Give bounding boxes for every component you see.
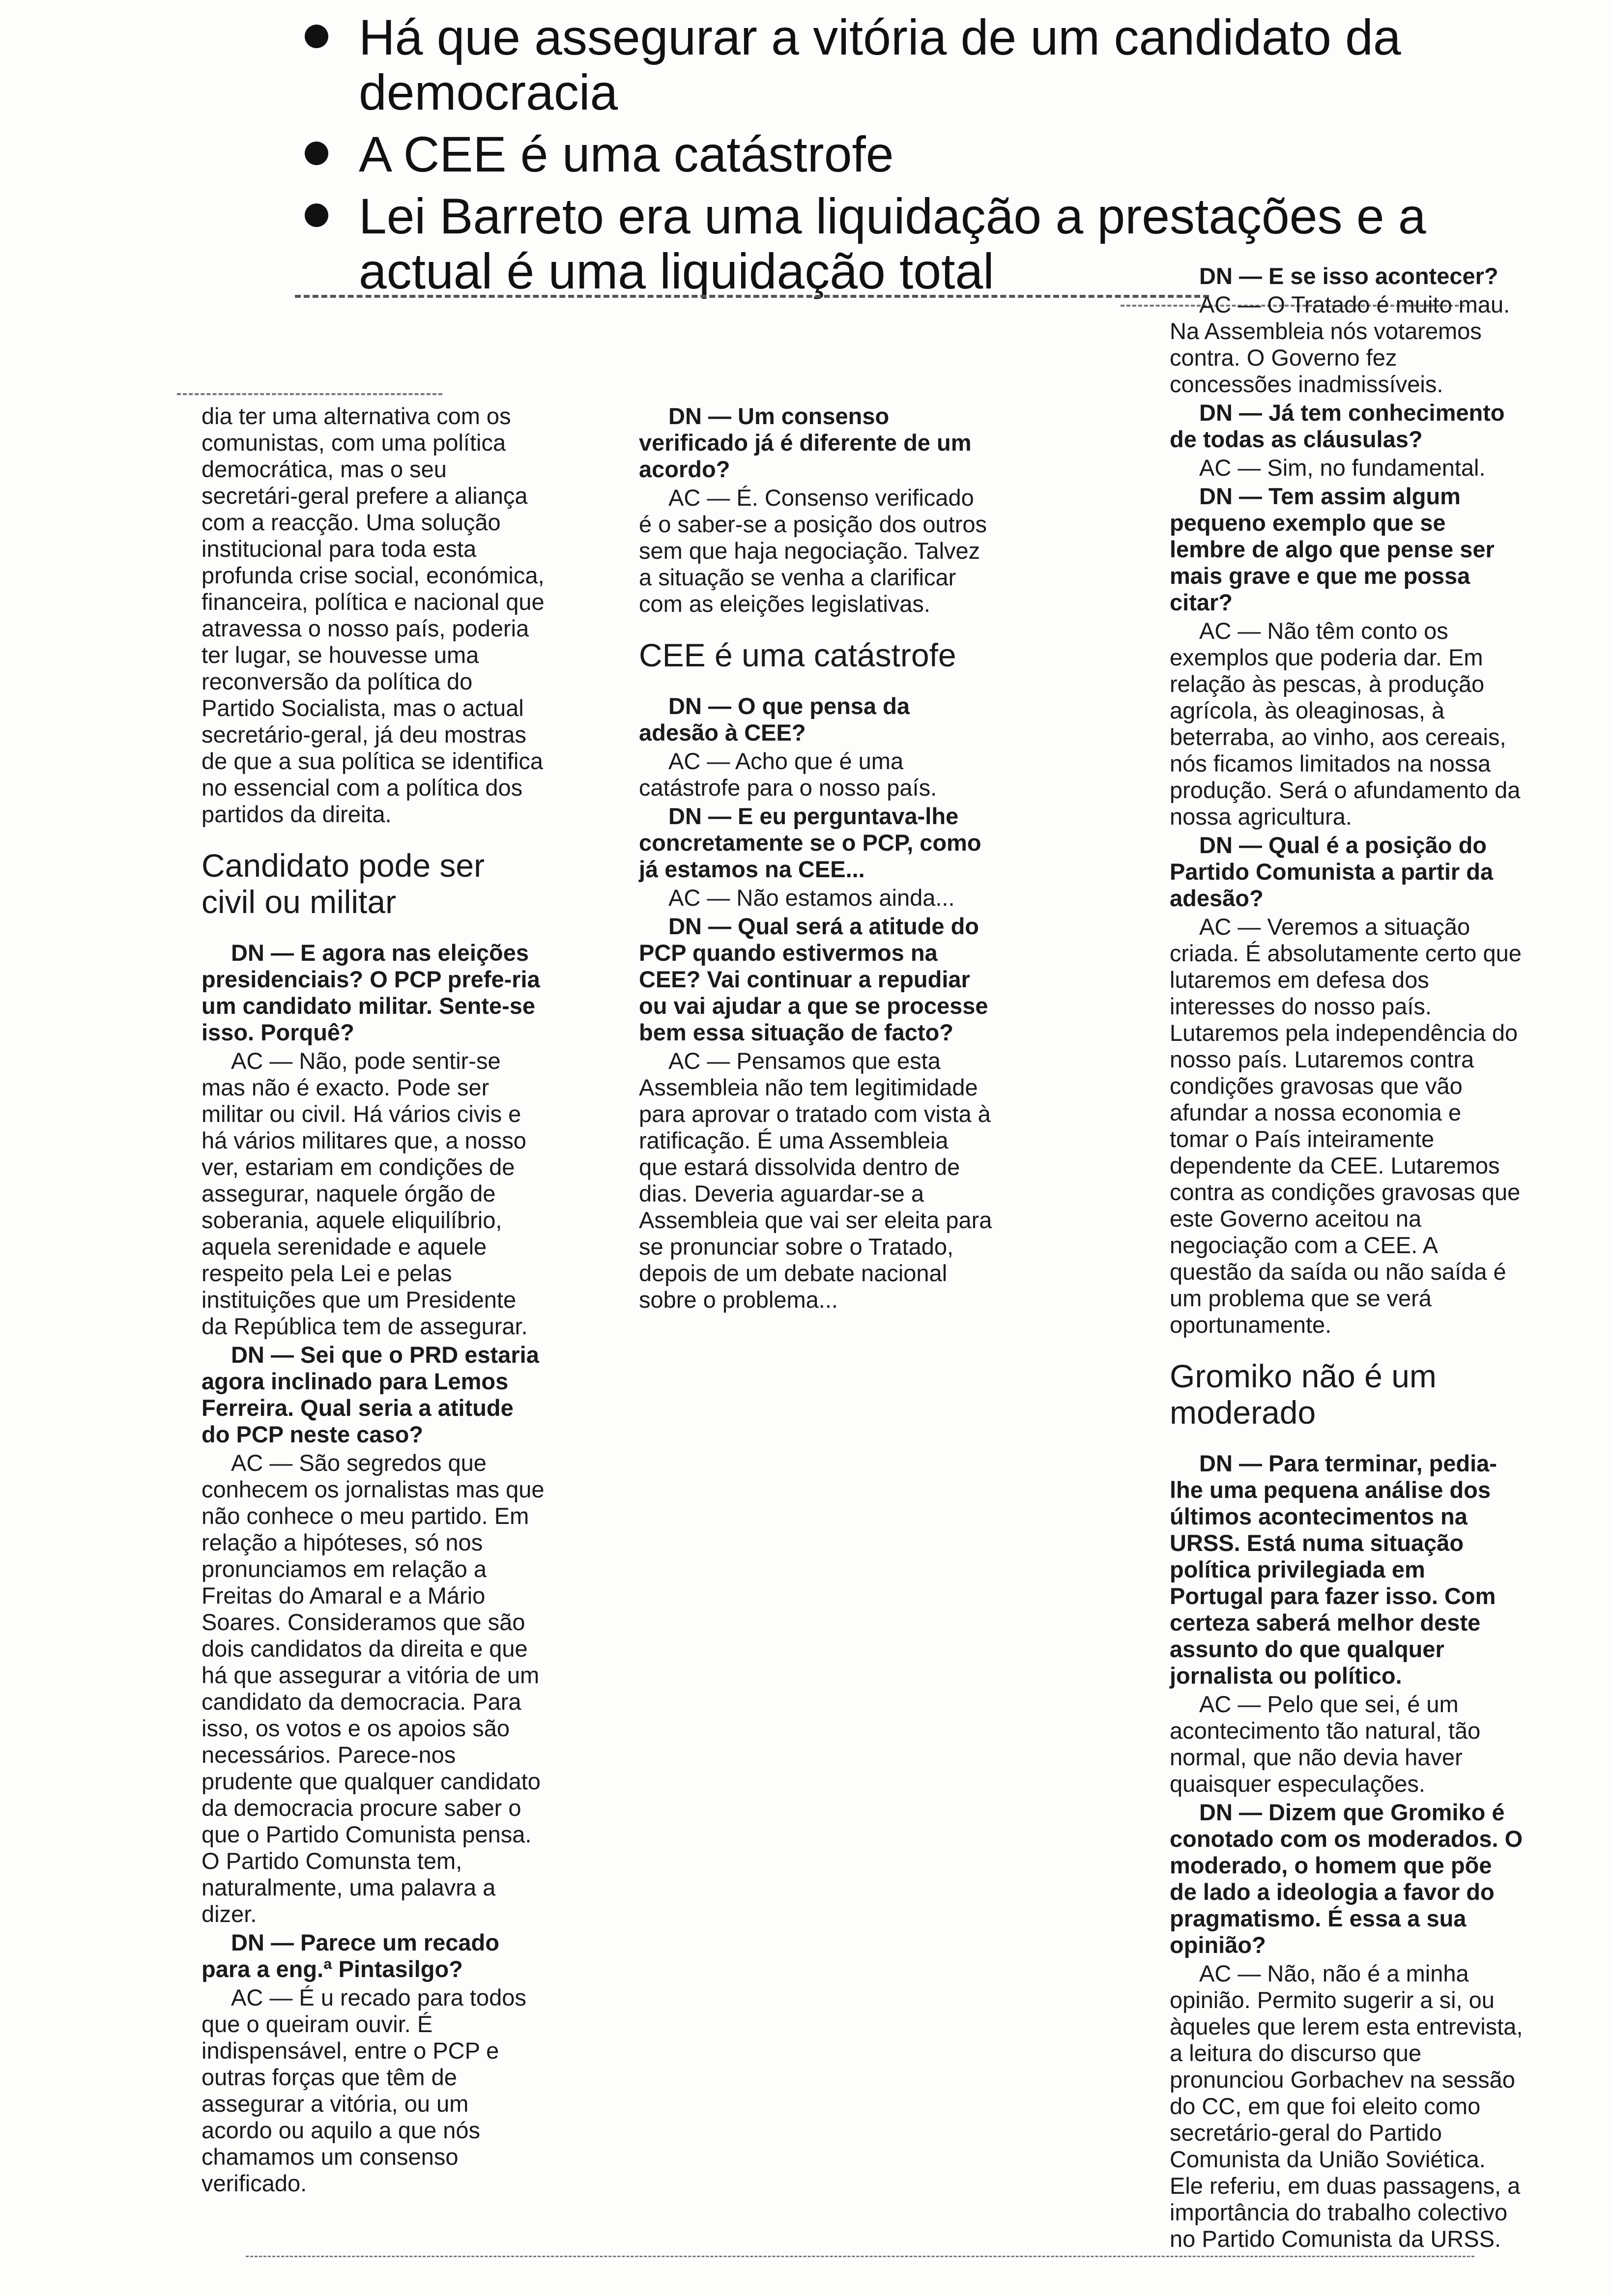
article-column-2: [639, 403, 993, 1315]
headline-3: Lei Barreto era uma liquidação a prestações e a actual é uma liquidação total: [295, 189, 1474, 299]
question: DN — Um consenso verificado já é diferente de um acordo?: [639, 403, 972, 482]
question: DN — Dizem que Gromiko é conotado com os moderados. O moderado, o homem que põe de lado a ideologia a favor do pragmatismo. É essa a sua opinião?: [1170, 1799, 1523, 1958]
question: DN — Sei que o PRD estaria agora inclinado para Lemos Ferreira. Qual seria a atitude do PCP neste caso?: [202, 1342, 539, 1447]
paragraph: dia ter uma alternativa com os comunistas, com uma política democrática, mas o seu secretári-geral prefere a aliança com a reacção. Uma solução institucional para toda esta profunda crise social, económica, financeira, política e nacional que atravessa o nosso país, poderia ter lugar, se houvesse uma reconversão da política do Partido Socialista, mas o actual secretário-geral, já deu mostras de que a sua política se identifica no essencial com a política dos partidos da direita.: [202, 403, 545, 827]
answer: AC — Não, pode sentir-se mas não é exacto. Pode ser militar ou civil. Há vários civis e há vários militares que, a nosso ver, estariam em condições de assegurar, naquele órgão de soberania, aquele eliquilíbrio, aquela serenidade e aquele respeito pela Lei e pelas instituições que um Presidente da República tem de assegurar.: [202, 1048, 528, 1339]
question: DN — E eu perguntava-lhe concretamente se o PCP, como já estamos na CEE...: [639, 803, 981, 882]
question: DN — Tem assim algum pequeno exemplo que se lembre de algo que pense ser mais grave e que me possa citar?: [1170, 483, 1495, 615]
page-bottom-rule: [246, 2256, 1474, 2257]
article-column-1: [202, 403, 546, 2199]
bullet-icon: [305, 25, 328, 48]
answer: AC — Acho que é uma catástrofe para o nosso país.: [639, 748, 937, 801]
answer: AC — São segredos que conhecem os jornalistas mas que não conhece o meu partido. Em relação a hipóteses, só nos pronunciamos em relação a Freitas do Amaral e a Mário Soares. Consideramos que são dois candidatos da direita e que há que assegurar a vitória de um candidato da democracia. Para isso, os votos e os apoios são necessários. Parece-nos prudente que qualquer candidato da democracia procure saber o que o Partido Comunista pensa. O Partido Comunsta tem, naturalmente, uma palavra a dizer.: [202, 1450, 545, 1927]
answer: AC — Pensamos que esta Assembleia não tem legitimidade para aprovar o tratado com vista à ratificação. É uma Assembleia que estará dissolvida dentro de dias. Deveria aguardar-se a Assembleia que vai ser eleita para se pronunciar sobre o Tratado, depois de um debate nacional sobre o problema...: [639, 1048, 992, 1313]
headline-block: [295, 10, 1474, 306]
section-subhead: CEE é uma catástrofe: [639, 637, 956, 673]
question: DN — O que pensa da adesão à CEE?: [639, 693, 910, 746]
headline-1: Há que assegurar a vitória de um candidato da democracia: [295, 10, 1474, 120]
question: DN — Qual é a posição do Partido Comunista a partir da adesão?: [1170, 832, 1494, 911]
question: DN — Já tem conhecimento de todas as cláusulas?: [1170, 400, 1505, 452]
question: DN — Qual será a atitude do PCP quando estivermos na CEE? Vai continuar a repudiar ou vai ajudar a que se processe bem essa situação de facto?: [639, 913, 988, 1045]
question: DN — E agora nas eleições presidenciais? O PCP prefe-ria um candidato militar. Sente-se isso. Porquê?: [202, 940, 540, 1045]
answer: AC — Não estamos ainda...: [668, 885, 955, 911]
bullet-icon: [305, 203, 328, 227]
bullet-icon: [305, 142, 328, 165]
section-subhead: Gromiko não é um moderado: [1170, 1358, 1437, 1431]
answer: AC — Veremos a situação criada. É absolutamente certo que lutaremos em defesa dos interesses do nosso país. Lutaremos pela independência do nosso país. Lutaremos contra condições gravosas que vão afundar a nossa economia e tomar o País inteiramente dependente da CEE. Lutaremos contra as condições gravosas que este Governo aceitou na negociação com a CEE. A questão da saída ou não saída é um problema que se verá oportunamente.: [1170, 914, 1522, 1338]
answer: AC — O Tratado é muito mau. Na Assembleia nós votaremos contra. O Governo fez concessões inadmissíveis.: [1170, 291, 1510, 397]
question: DN — E se isso acontecer?: [1199, 263, 1498, 289]
answer: AC — Pelo que sei, é um acontecimento tão natural, tão normal, que não devia haver quaisquer especulações.: [1170, 1691, 1481, 1797]
question: DN — Para terminar, pedia-lhe uma pequena análise dos últimos acontecimentos na URSS. Está numa situação política privilegiada em Portugal para fazer isso. Com certeza saberá melhor deste assunto do que qualquer jornalista ou político.: [1170, 1450, 1497, 1689]
headline-divider: [295, 295, 1209, 298]
headline-2: A CEE é uma catástrofe: [295, 127, 1474, 182]
article-column-3: [1170, 263, 1524, 2254]
question: DN — Parece um recado para a eng.ª Pintasilgo?: [202, 1929, 499, 1982]
answer: AC — É u recado para todos que o queiram ouvir. É indispensável, entre o PCP e outras forças que têm de assegurar a vitória, ou um acordo ou aquilo a que nós chamamos um consenso verificado.: [202, 1984, 526, 2196]
answer: AC — Não têm conto os exemplos que poderia dar. Em relação às pescas, à produção agrícola, às oleaginosas, à beterraba, ao vinho, aos cereais, nós ficamos limitados na nossa produção. Será o afundamento da nossa agricultura.: [1170, 618, 1521, 830]
column-divider-top: [177, 393, 442, 395]
answer: AC — Não, não é a minha opinião. Permito sugerir a si, ou àqueles que lerem esta entrevista, a leitura do discurso que pronunciou Gorbachev na sessão do CC, em que foi eleito como secretário-geral do Partido Comunista da União Soviética. Ele referiu, em duas passagens, a importância do trabalho colectivo no Partido Comunista da URSS.: [1170, 1960, 1523, 2252]
answer: AC — Sim, no fundamental.: [1199, 455, 1486, 481]
section-subhead: Candidato pode ser civil ou militar: [202, 847, 485, 920]
answer: AC — É. Consenso verificado é o saber-se a posição dos outros sem que haja negociação. Talvez a situação se venha a clarificar com as eleições legislativas.: [639, 485, 987, 617]
